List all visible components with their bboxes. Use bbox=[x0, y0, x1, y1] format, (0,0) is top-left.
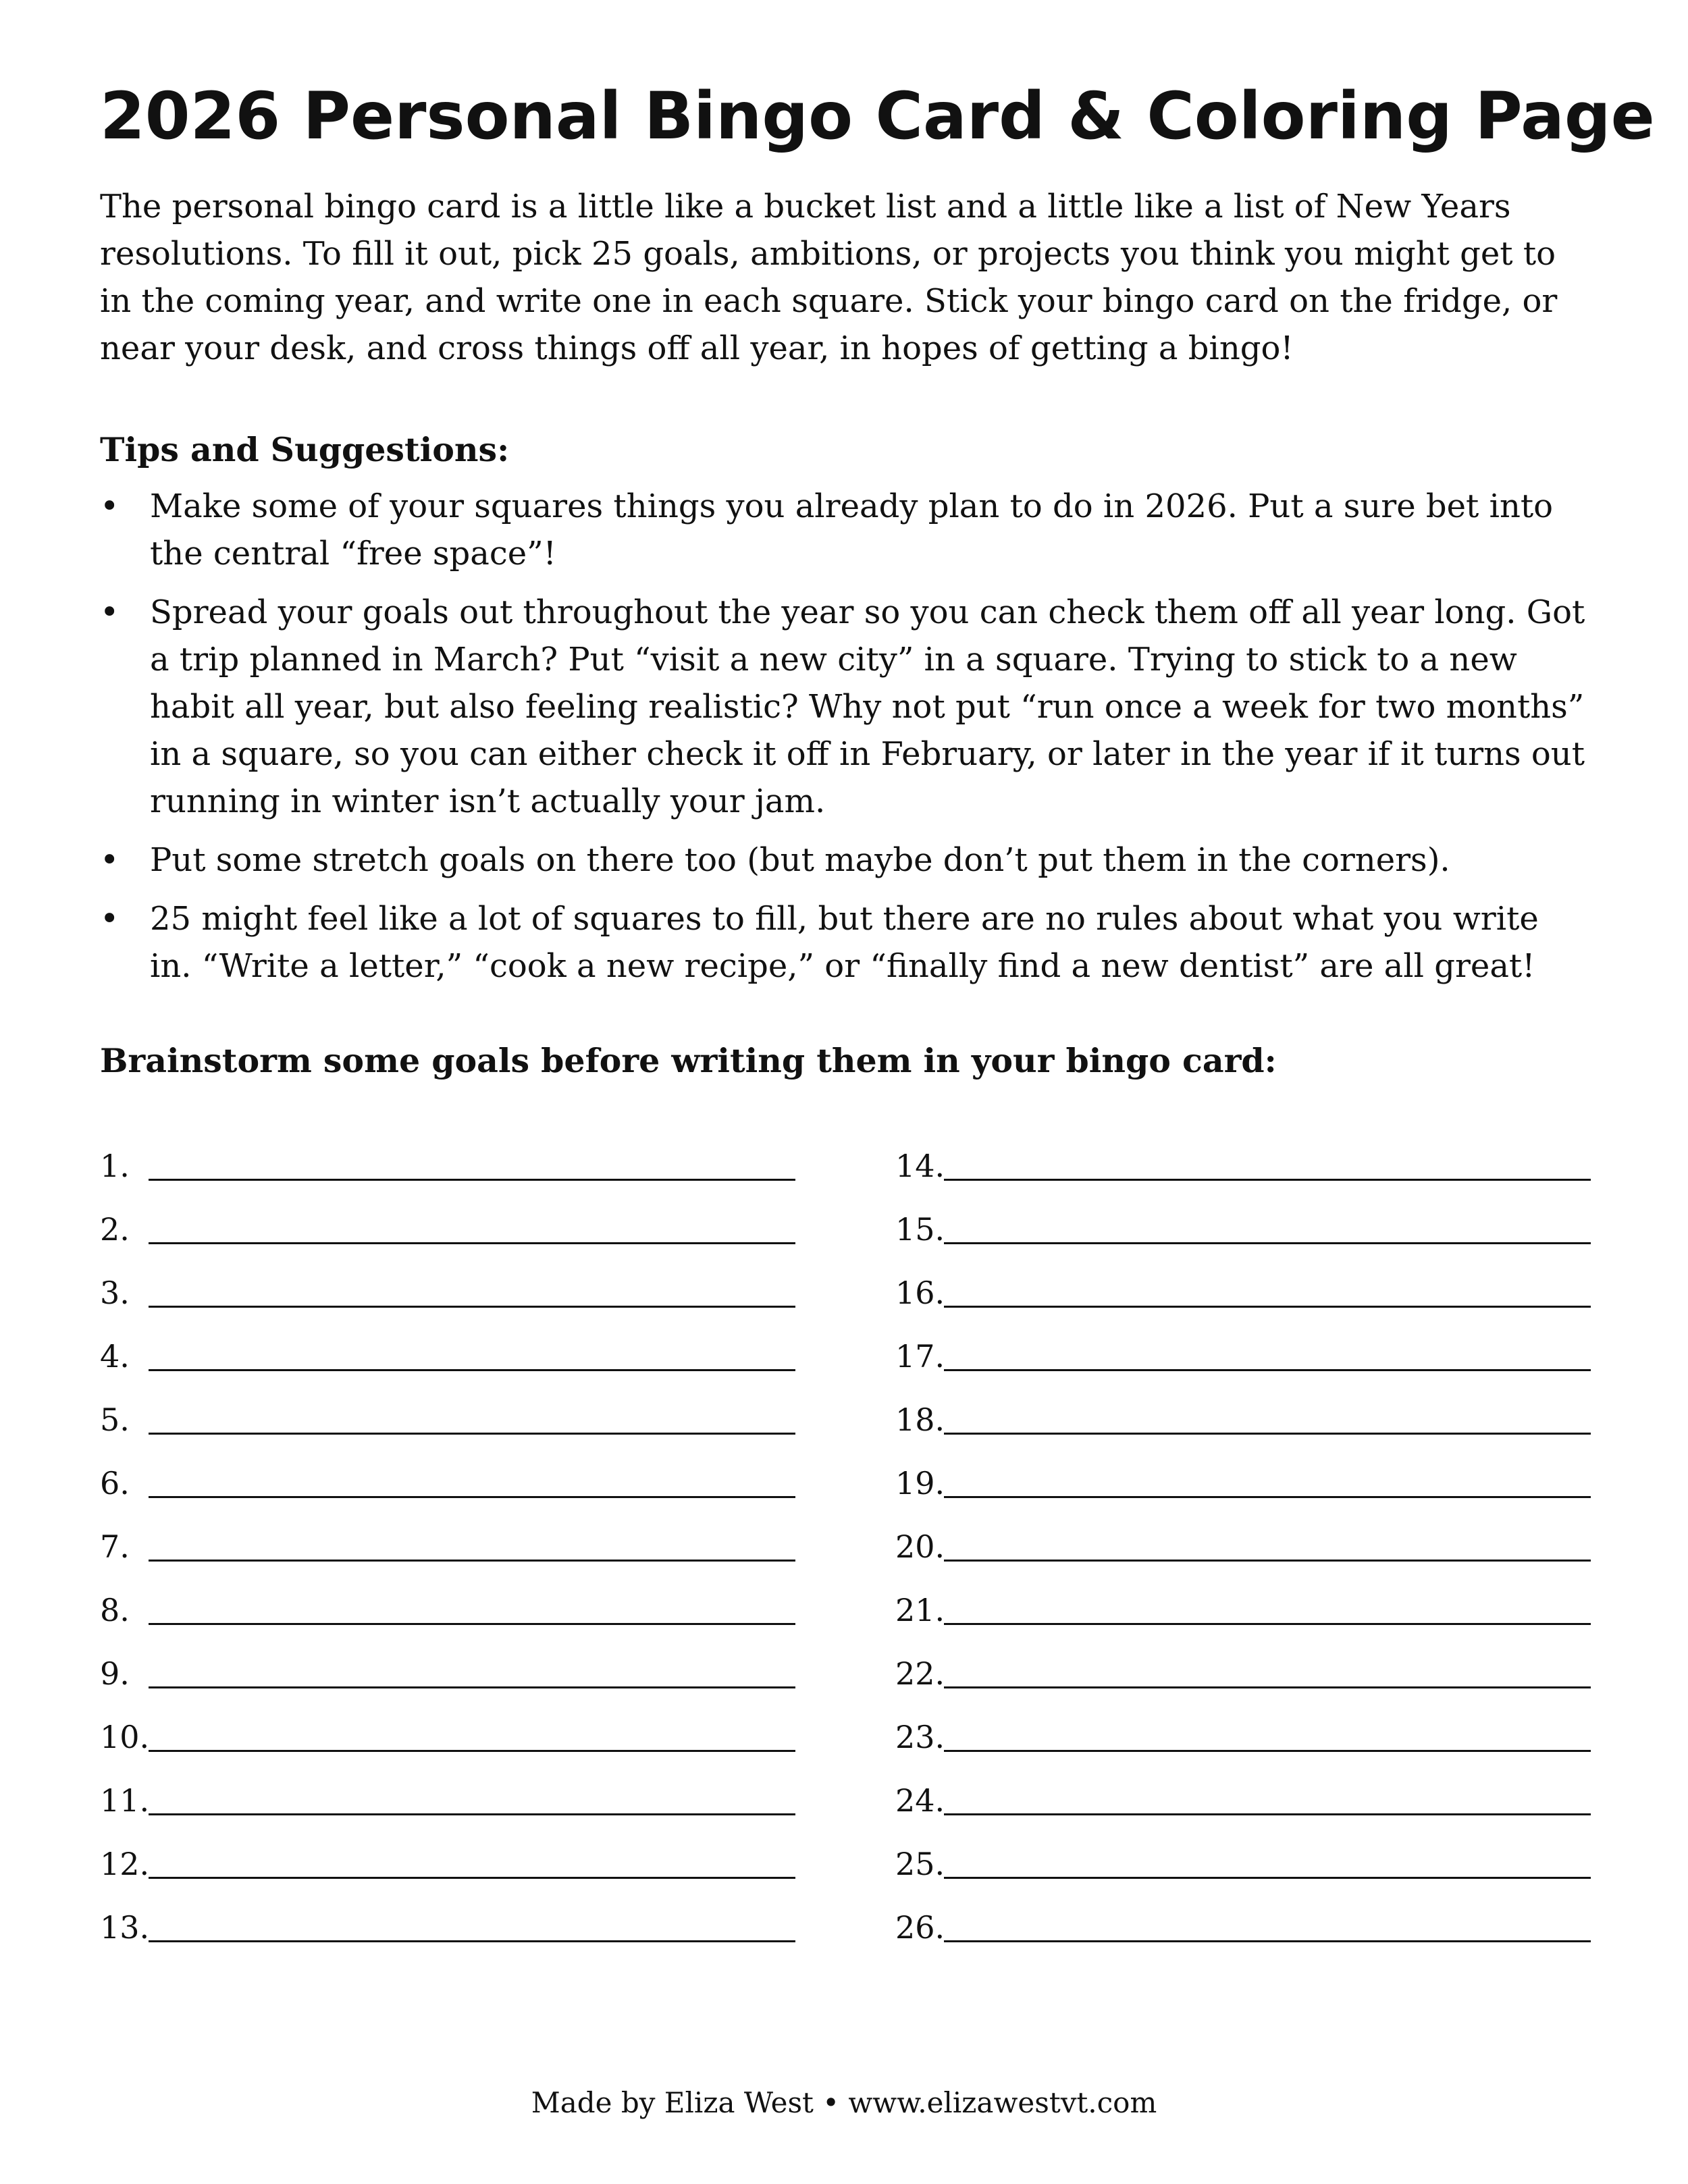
bullet-icon: • bbox=[100, 899, 120, 938]
write-in-line[interactable] bbox=[944, 1530, 1591, 1562]
brainstorm-row bbox=[895, 1756, 1591, 1819]
brainstorm-row bbox=[100, 1375, 795, 1439]
brainstorm-row bbox=[895, 1248, 1591, 1312]
line-number: 16. bbox=[895, 1274, 945, 1311]
line-number: 18. bbox=[895, 1401, 945, 1438]
write-in-line[interactable] bbox=[149, 1276, 795, 1308]
write-in-line[interactable] bbox=[944, 1847, 1591, 1879]
footer-credit: Made by Eliza West • www.elizawestvt.com bbox=[531, 2086, 1157, 2119]
brainstorm-row bbox=[895, 1883, 1591, 1946]
bullet-icon: • bbox=[100, 841, 120, 879]
line-number: 3. bbox=[100, 1274, 130, 1311]
write-in-line[interactable] bbox=[149, 1593, 795, 1625]
tip-text: Put some stretch goals on there too (but maybe don’t put them in the corners). bbox=[150, 841, 1450, 879]
write-in-line[interactable] bbox=[944, 1339, 1591, 1371]
brainstorm-row bbox=[895, 1185, 1591, 1248]
write-in-line[interactable] bbox=[149, 1466, 795, 1498]
tip-item bbox=[100, 895, 1585, 990]
tip-text: Spread your goals out throughout the year so you can check them off all year long. Got a trip planned in March? Put “visit a new city” in a square. Trying to stick to a new habit all year, but also feeling realistic? Why not put “run once a week for two months” in a square, so you can either check it off in February, or later in the year if it turns out running in winter isn’t actually your jam. bbox=[150, 593, 1585, 820]
brainstorm-row bbox=[100, 1312, 795, 1375]
brainstorm-column-right bbox=[895, 1121, 1591, 1946]
line-number: 24. bbox=[895, 1782, 945, 1819]
line-number: 13. bbox=[100, 1909, 150, 1946]
tip-item bbox=[100, 836, 1585, 884]
line-number: 8. bbox=[100, 1591, 130, 1628]
write-in-line[interactable] bbox=[149, 1213, 795, 1244]
write-in-line[interactable] bbox=[149, 1784, 795, 1815]
brainstorm-row bbox=[895, 1375, 1591, 1439]
write-in-line[interactable] bbox=[944, 1276, 1591, 1308]
brainstorm-column-left bbox=[100, 1121, 795, 1946]
brainstorm-row bbox=[100, 1693, 795, 1756]
brainstorm-row bbox=[100, 1502, 795, 1566]
write-in-line[interactable] bbox=[149, 1149, 795, 1181]
brainstorm-row bbox=[100, 1819, 795, 1883]
brainstorm-row bbox=[100, 1629, 795, 1693]
tip-item bbox=[100, 483, 1585, 577]
brainstorm-row bbox=[895, 1121, 1591, 1185]
write-in-line[interactable] bbox=[149, 1530, 795, 1562]
write-in-line[interactable] bbox=[149, 1720, 795, 1752]
line-number: 2. bbox=[100, 1210, 130, 1248]
brainstorm-row bbox=[895, 1819, 1591, 1883]
line-number: 15. bbox=[895, 1210, 945, 1248]
write-in-line[interactable] bbox=[944, 1911, 1591, 1942]
brainstorm-heading: Brainstorm some goals before writing them in your bingo card: bbox=[100, 1040, 1277, 1080]
tips-heading: Tips and Suggestions: bbox=[100, 429, 510, 469]
line-number: 1. bbox=[100, 1147, 130, 1184]
line-number: 26. bbox=[895, 1909, 945, 1946]
tip-text: Make some of your squares things you already plan to do in 2026. Put a sure bet into the central “free space”! bbox=[150, 487, 1554, 572]
write-in-line[interactable] bbox=[944, 1784, 1591, 1815]
bullet-icon: • bbox=[100, 487, 120, 525]
brainstorm-row bbox=[100, 1185, 795, 1248]
brainstorm-row bbox=[895, 1629, 1591, 1693]
tip-item bbox=[100, 589, 1585, 825]
brainstorm-row bbox=[895, 1566, 1591, 1629]
write-in-line[interactable] bbox=[944, 1593, 1591, 1625]
write-in-line[interactable] bbox=[944, 1657, 1591, 1688]
line-number: 22. bbox=[895, 1655, 945, 1692]
write-in-line[interactable] bbox=[944, 1720, 1591, 1752]
line-number: 10. bbox=[100, 1718, 150, 1755]
brainstorm-row bbox=[895, 1439, 1591, 1502]
line-number: 25. bbox=[895, 1845, 945, 1882]
tips-list bbox=[100, 483, 1585, 990]
line-number: 21. bbox=[895, 1591, 945, 1628]
line-number: 4. bbox=[100, 1337, 130, 1375]
write-in-line[interactable] bbox=[944, 1149, 1591, 1181]
brainstorm-row bbox=[895, 1312, 1591, 1375]
write-in-line[interactable] bbox=[944, 1466, 1591, 1498]
write-in-line[interactable] bbox=[149, 1339, 795, 1371]
line-number: 5. bbox=[100, 1401, 130, 1438]
brainstorm-row bbox=[895, 1502, 1591, 1566]
line-number: 14. bbox=[895, 1147, 945, 1184]
line-number: 12. bbox=[100, 1845, 150, 1882]
brainstorm-row bbox=[100, 1248, 795, 1312]
write-in-line[interactable] bbox=[149, 1657, 795, 1688]
brainstorm-row bbox=[100, 1883, 795, 1946]
line-number: 6. bbox=[100, 1464, 130, 1501]
tip-text: 25 might feel like a lot of squares to fill, but there are no rules about what you write in. “Write a letter,” “cook a new recipe,” or “finally find a new dentist” are all great! bbox=[150, 899, 1539, 985]
intro-paragraph: The personal bingo card is a little like a bucket list and a little like a list of New Years resolutions. To fill it out, pick 25 goals, ambitions, or projects you think you might get to in the coming year, and write one in each square. Stick your bingo card on the fridge, or near your desk, and cross things off all year, in hopes of getting a bingo! bbox=[100, 187, 1558, 367]
write-in-line[interactable] bbox=[944, 1403, 1591, 1435]
brainstorm-row bbox=[100, 1756, 795, 1819]
line-number: 7. bbox=[100, 1528, 130, 1565]
brainstorm-row bbox=[100, 1566, 795, 1629]
brainstorm-row bbox=[895, 1693, 1591, 1756]
line-number: 9. bbox=[100, 1655, 130, 1692]
line-number: 19. bbox=[895, 1464, 945, 1501]
write-in-line[interactable] bbox=[149, 1847, 795, 1879]
write-in-line[interactable] bbox=[944, 1213, 1591, 1244]
brainstorm-row bbox=[100, 1439, 795, 1502]
page-title: 2026 Personal Bingo Card & Coloring Page bbox=[100, 78, 1655, 154]
line-number: 17. bbox=[895, 1337, 945, 1375]
write-in-line[interactable] bbox=[149, 1911, 795, 1942]
line-number: 11. bbox=[100, 1782, 150, 1819]
write-in-line[interactable] bbox=[149, 1403, 795, 1435]
line-number: 20. bbox=[895, 1528, 945, 1565]
line-number: 23. bbox=[895, 1718, 945, 1755]
worksheet-page bbox=[100, 78, 1655, 1946]
bullet-icon: • bbox=[100, 593, 120, 631]
brainstorm-lines bbox=[100, 1121, 1591, 1946]
brainstorm-row bbox=[100, 1121, 795, 1185]
